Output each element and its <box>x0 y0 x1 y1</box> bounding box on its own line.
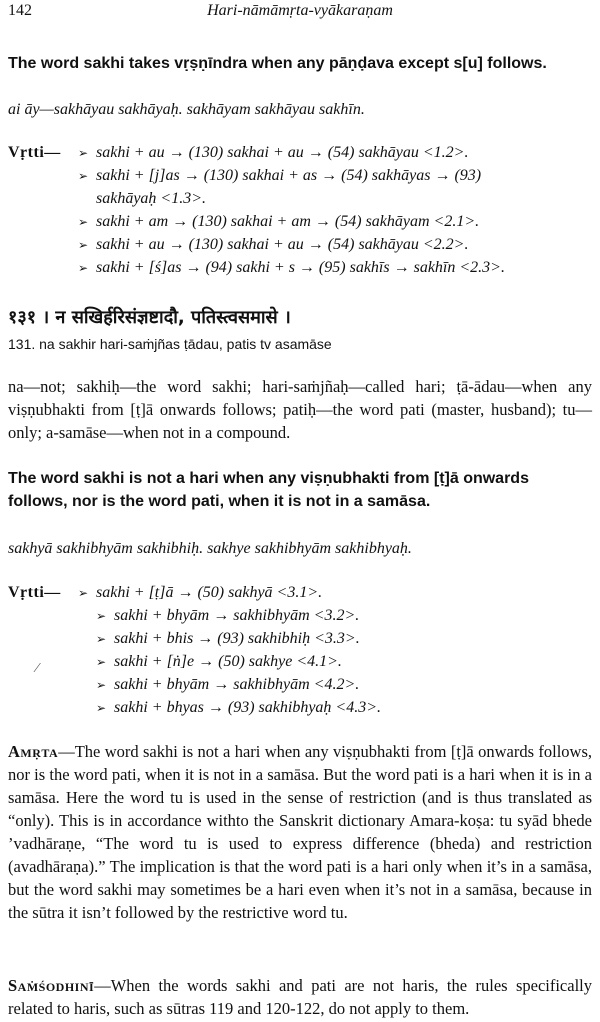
rule-statement-1: The word sakhi takes vṛṣṇīndra when any pāṇḍava except s[u] follows. <box>8 55 547 72</box>
arrow-bullet-icon: ➢ <box>96 655 107 669</box>
forms-line-1: ai āy—sakhāyau sakhāyaḥ. sakhāyam sakhāyau sakhīn. <box>8 101 365 118</box>
vrtti-block-1 <box>8 144 592 284</box>
arrow-bullet-icon: ➢ <box>96 678 107 692</box>
samsodhini-commentary <box>8 974 592 1020</box>
rule-statement-2: The word sakhi is not a hari when any viṣṇubhakti from [ṭ]ā onwards follows, nor is the word pati, when it is not in a samāsa. <box>8 470 529 510</box>
word-glossary: na—not; sakhiḥ—the word sakhi; hari-saṁjñaḥ—called hari; ṭā-ādau—when any viṣṇubhakti from [ṭ]ā onwards follows; patiḥ—the word pati (master, husband); tu—only; a-samāse—when not in a compound. <box>8 377 592 442</box>
samsodhini-text: —When the words sakhi and pati are not haris, the rules specifically related to haris, such as sūtras 119 and 120-122, do not apply to them. <box>8 976 592 1018</box>
arrow-bullet-icon: ➢ <box>96 701 107 715</box>
amrta-commentary <box>8 740 592 924</box>
vrtti-line: ➢ sakhi + bhyām → sakhibhyām <3.2>. <box>96 607 360 624</box>
vrtti-line: ➢ sakhi + au → (130) sakhai + au → (54) sakhāyau <2.2>. <box>78 236 469 253</box>
vrtti-line: ➢ sakhi + [ṅ]e → (50) sakhye <4.1>. <box>96 653 342 670</box>
vrtti-label: Vṛtti— <box>8 584 61 601</box>
vrtti-line: ➢ sakhi + [j]as → (130) sakhai + as → (54) sakhāyas → (93) <box>78 167 482 184</box>
vrtti-label: Vṛtti— <box>8 144 61 161</box>
arrow-bullet-icon: ➢ <box>78 215 89 229</box>
vrtti-line: ➢ sakhi + au → (130) sakhai + au → (54) sakhāyau <1.2>. <box>78 144 469 161</box>
arrow-bullet-icon: ➢ <box>78 169 89 183</box>
forms-line-2: sakhyā sakhibhyām sakhibhiḥ. sakhye sakhibhyām sakhibhyaḥ. <box>8 540 412 557</box>
amrta-label: Amṛta <box>8 742 59 761</box>
page-number: 142 <box>8 2 32 19</box>
vrtti-line: sakhāyaḥ <1.3>. <box>96 190 207 207</box>
running-title: Hari-nāmāmṛta-vyākaraṇam <box>207 2 393 19</box>
sutra-devanagari: १३१ । न सखिर्हरिसंज्ञष्टादौ, पतिस्त्वसमासे । <box>8 307 291 328</box>
arrow-bullet-icon: ➢ <box>78 586 89 600</box>
vrtti-line: ➢ sakhi + bhis → (93) sakhibhiḥ <3.3>. <box>96 630 360 647</box>
vrtti-line: ➢ sakhi + am → (130) sakhai + am → (54) sakhāyam <2.1>. <box>78 213 480 230</box>
sutra-transliteration: 131. na sakhir hari-saṁjñas ṭādau, patis tv asamāse <box>8 336 332 352</box>
vrtti-line: ➢ sakhi + bhyas → (93) sakhibhyaḥ <4.3>. <box>96 699 382 716</box>
vrtti-line: ➢ sakhi + [ś]as → (94) sakhi + s → (95) sakhīs → sakhīn <2.3>. <box>78 259 505 276</box>
vrtti-block-2 <box>8 584 592 724</box>
samsodhini-label: Saṁśodhinī <box>8 976 95 995</box>
vrtti-line: ➢ sakhi + [ṭ]ā → (50) sakhyā <3.1>. <box>78 584 323 601</box>
amrta-text: —The word sakhi is not a hari when any viṣṇubhakti from [ṭ]ā onwards follows, nor is the word pati, when it is not in a samāsa. But the word pati is a hari when it is in a samāsa. Here the word tu is used in the sense of restriction (and is thus translated as “only). This is in accordance withto the Sanskrit dictionary Amara-koṣa: tu syād bhede ’vadhāraṇe, “The word tu is used to express difference (bheda) and restriction (avadhāraṇa).” The implication is that the word pati is a hari only when it’s in a samāsa, but the word sakhi may sometimes be a hari even when it’s not in a samāsa, because in the sūtra it isn’t followed by the restrictive word tu. <box>8 742 592 922</box>
pen-tick-mark: ⁄ <box>36 661 39 676</box>
vrtti-line: ➢ sakhi + bhyām → sakhibhyām <4.2>. <box>96 676 360 693</box>
arrow-bullet-icon: ➢ <box>96 632 107 646</box>
page-header <box>8 2 592 22</box>
arrow-bullet-icon: ➢ <box>78 146 89 160</box>
arrow-bullet-icon: ➢ <box>78 238 89 252</box>
arrow-bullet-icon: ➢ <box>78 261 89 275</box>
arrow-bullet-icon: ➢ <box>96 609 107 623</box>
